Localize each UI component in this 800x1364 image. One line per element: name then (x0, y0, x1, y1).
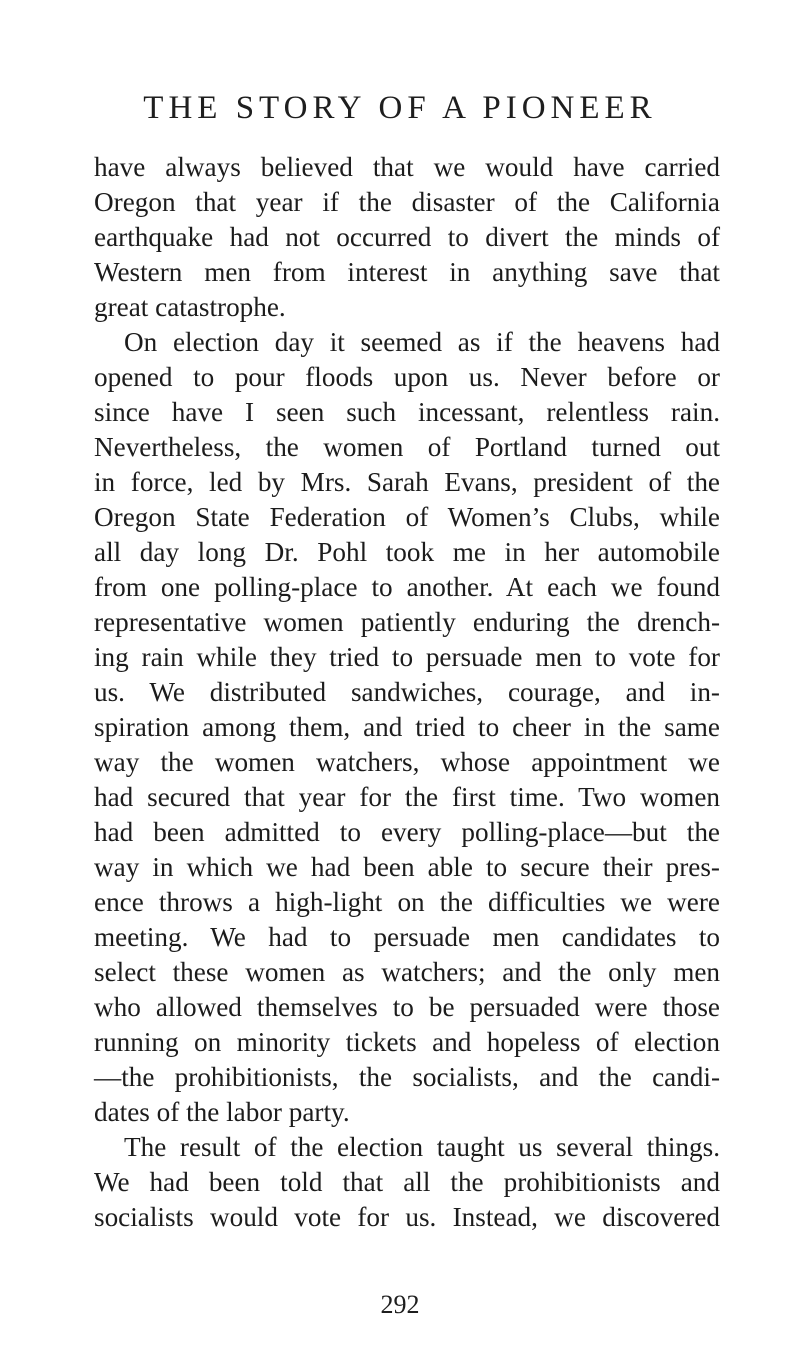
text-line: Oregon State Federation of Women’s Clubs, while (94, 502, 720, 532)
text-line: meeting. We had to persuade men candidates to (94, 922, 720, 952)
body-text (94, 150, 720, 1235)
text-line: Western men from interest in anything save that (94, 257, 720, 287)
text-line: Nevertheless, the women of Portland turned out (94, 432, 720, 462)
text-line: Oregon that year if the disaster of the California (94, 187, 720, 217)
text-line: dates of the labor party. (94, 1097, 350, 1127)
text-line: ing rain while they tried to persuade men to vote for (94, 642, 720, 672)
text-line: in force, led by Mrs. Sarah Evans, president of the (94, 467, 720, 497)
text-line: had secured that year for the first time. Two women (94, 782, 720, 812)
text-line: us. We distributed sandwiches, courage, and in- (94, 677, 720, 707)
text-line: way the women watchers, whose appointment we (94, 747, 720, 777)
text-line: running on minority tickets and hopeless of election (94, 1027, 720, 1057)
paragraph-first-line: The result of the election taught us several things. (124, 1132, 720, 1162)
text-line: since have I seen such incessant, relentless rain. (94, 397, 720, 427)
text-line: earthquake had not occurred to divert the minds of (94, 222, 720, 252)
text-line: —the prohibitionists, the socialists, and the candi- (94, 1062, 720, 1092)
text-line: We had been told that all the prohibitionists and (94, 1167, 720, 1197)
running-head: THE STORY OF A PIONEER (143, 90, 657, 126)
text-line: way in which we had been able to secure their pres- (94, 852, 720, 882)
text-line: ence throws a high-light on the difficulties we were (94, 887, 720, 917)
text-line: opened to pour floods upon us. Never before or (94, 362, 720, 392)
text-line: from one polling-place to another. At each we found (94, 572, 720, 602)
text-line: all day long Dr. Pohl took me in her automobile (94, 537, 720, 567)
text-line: who allowed themselves to be persuaded were those (94, 992, 720, 1022)
text-line: select these women as watchers; and the only men (94, 957, 720, 987)
text-line: representative women patiently enduring the drench- (94, 607, 720, 637)
text-line: socialists would vote for us. Instead, we discovered (94, 1202, 720, 1232)
paragraph-first-line: On election day it seemed as if the heavens had (124, 327, 720, 357)
page-number: 292 (380, 1290, 420, 1319)
text-line: have always believed that we would have carried (94, 152, 720, 182)
text-line: great catastrophe. (94, 292, 286, 322)
text-line: spiration among them, and tried to cheer in the same (94, 712, 720, 742)
text-line: had been admitted to every polling-place—but the (94, 817, 720, 847)
